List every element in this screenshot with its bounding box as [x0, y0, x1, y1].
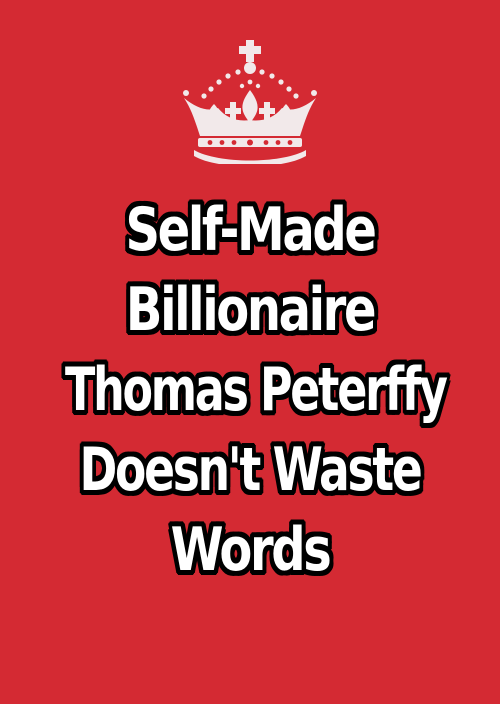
crown-icon: [178, 38, 322, 164]
headline: [0, 190, 500, 590]
headline-line-1: Self-Made: [125, 195, 375, 265]
headline-line-4: Doesn't Waste: [79, 435, 421, 505]
headline-line-2: Billionaire: [125, 275, 375, 345]
headline-line-5: Words: [170, 515, 330, 585]
headline-line-3: Thomas Peterffy: [65, 355, 446, 425]
